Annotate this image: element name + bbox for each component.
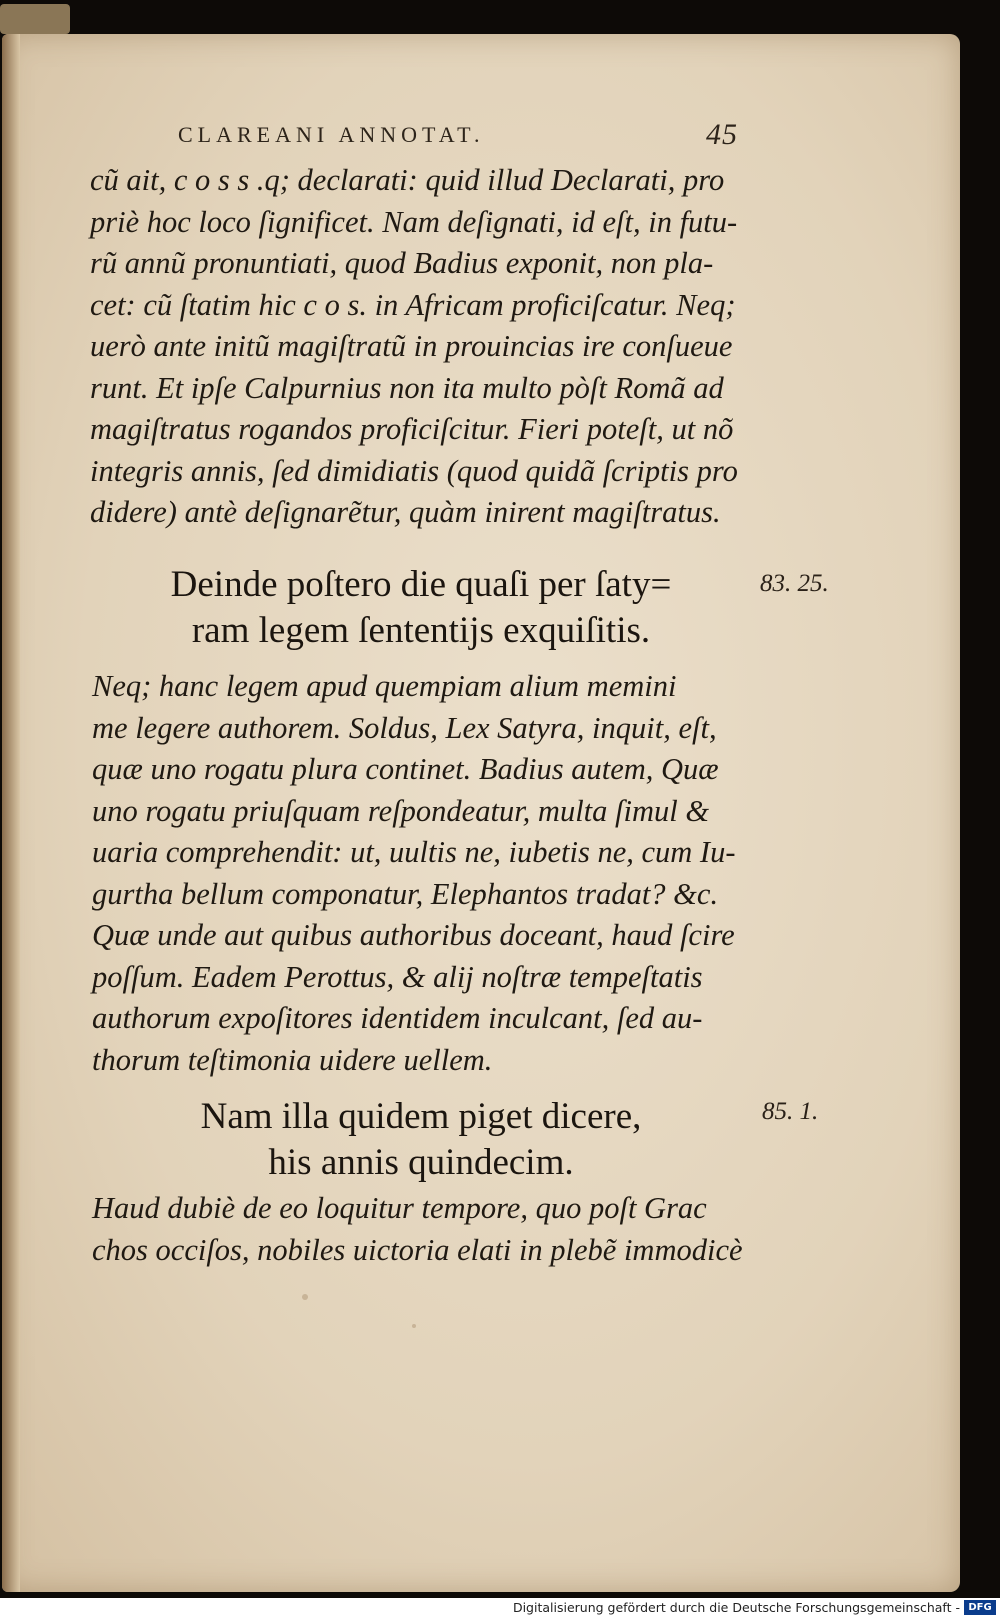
page-spine-edge: [2, 34, 20, 1592]
running-head: [178, 118, 738, 151]
commentary-paragraph-2: [92, 666, 746, 1081]
lemma-line: Deinde poſtero die quaſi per ſaty=: [170, 564, 672, 605]
digitization-footer: [0, 1598, 1000, 1618]
commentary-paragraph-3: [92, 1188, 746, 1271]
dfg-logo: DFG: [964, 1600, 996, 1615]
lemma-line: his annis quindecim.: [268, 1142, 574, 1183]
text-line: authorum expoſitores identidem inculcant, ſed au-: [92, 1001, 703, 1035]
text-line: thorum teſtimonia uidere uellem.: [92, 1042, 493, 1077]
text-line: didere) antè deſignarẽtur, quàm inirent magiſtratus.: [90, 495, 721, 529]
text-line: Quæ unde aut quibus authoribus doceant, haud ſcire: [92, 918, 735, 952]
text-line: Neq; hanc legem apud quempiam alium memini: [92, 669, 677, 703]
text-line: magiſtratus rogandos proficiſcitur. Fieri poteſt, ut nõ: [90, 412, 734, 446]
running-head-title: CLAREANI ANNOTAT.: [178, 122, 485, 147]
funding-credit: Digitalisierung gefördert durch die Deutsche Forschungsgemeinschaft -: [512, 1600, 960, 1615]
margin-reference-2: 85. 1.: [762, 1098, 819, 1125]
text-line: me legere authorem. Soldus, Lex Satyra, inquit, eſt,: [92, 710, 717, 745]
lemma-line: Nam illa quidem piget dicere,: [200, 1096, 642, 1137]
text-line: cet: cũ ſtatim hic c o s. in Africam proficiſcatur. Neq;: [90, 287, 736, 322]
lemma-heading-1: [96, 562, 746, 654]
text-line: poſſum. Eadem Perottus, & alij noſtræ tempeſtatis: [92, 959, 703, 994]
text-line: Haud dubiè de eo loquitur tempore, quo poſt Grac: [92, 1191, 707, 1225]
lemma-line: ram legem ſententijs exquiſitis.: [191, 610, 651, 651]
lemma-heading-2: [96, 1094, 746, 1186]
text-line: integris annis, ſed dimidiatis (quod quidã ſcriptis pro: [90, 453, 738, 488]
text-line: uerò ante initũ magiſtratũ in prouincias ire conſueue: [90, 329, 733, 363]
page-number: 45: [706, 118, 738, 151]
text-line: cũ ait, c o s s .q; declarati: quid illud Declarati, pro: [90, 163, 725, 197]
margin-reference-1: 83. 25.: [760, 570, 829, 597]
text-line: priè hoc loco ſignificet. Nam deſignati, id eſt, in futu-: [90, 204, 738, 239]
text-line: gurtha bellum componatur, Elephantos tradat? &c.: [92, 876, 719, 911]
text-line: chos occiſos, nobiles uictoria elati in plebẽ immodicè: [92, 1232, 743, 1267]
text-line: runt. Et ipſe Calpurnius non ita multo pòſt Romã ad: [90, 370, 724, 405]
text-line: rũ annũ pronuntiati, quod Badius exponit, non pla-: [90, 246, 714, 280]
paper-spot: [302, 1294, 308, 1300]
paper-spot: [412, 1324, 416, 1328]
text-line: uno rogatu priuſquam reſpondeatur, multa ſimul &: [92, 793, 710, 828]
text-line: uaria comprehendit: ut, uultis ne, iubetis ne, cum Iu-: [92, 835, 736, 869]
text-line: quæ uno rogatu plura continet. Badius autem, Quæ: [92, 752, 719, 786]
binding-tab: [0, 4, 70, 34]
commentary-paragraph-1: [90, 160, 744, 534]
